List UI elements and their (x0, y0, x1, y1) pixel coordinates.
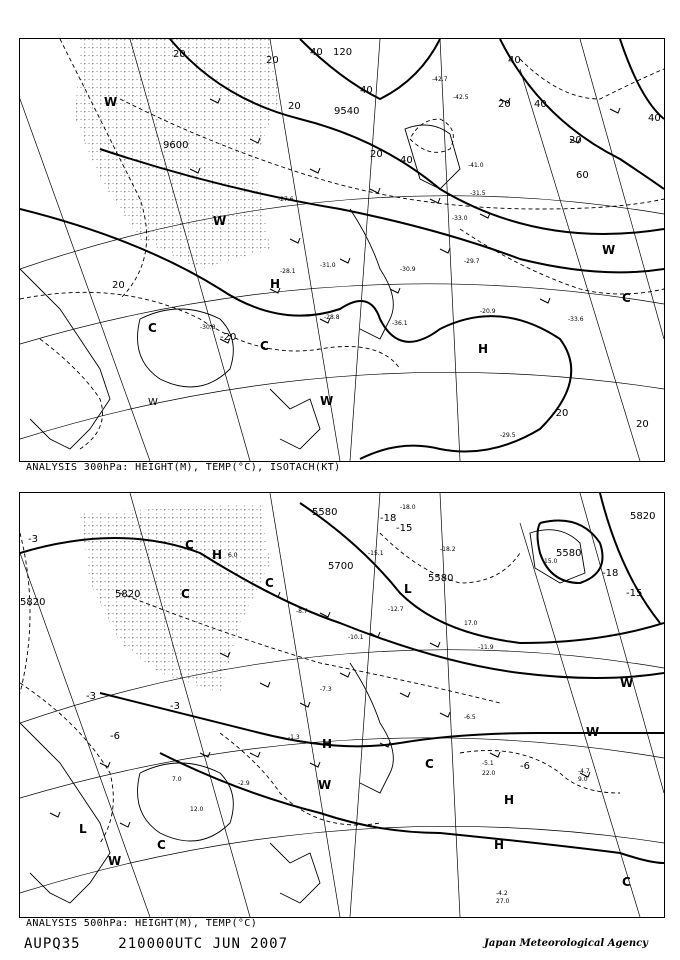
center-mark: W (108, 854, 122, 868)
temp-label: -3 (86, 691, 96, 702)
station-value: -4.7 (578, 768, 590, 775)
station-value: -2.9 (238, 780, 250, 787)
center-mark: H (322, 737, 333, 751)
height-label: 5700 (328, 561, 354, 572)
height-label: 40 (310, 47, 323, 58)
isotach-label: 20 (112, 280, 125, 291)
station-value: -42.5 (453, 94, 469, 101)
isotach-label: 40 (360, 85, 373, 96)
center-mark: W (213, 214, 227, 228)
height-label: 9540 (334, 106, 360, 117)
temp-label: -18 (380, 513, 397, 524)
station-value: -18.2 (440, 546, 456, 553)
station-value: -1.3 (288, 734, 300, 741)
center-mark: H (494, 838, 505, 852)
isotach-label: 40 (400, 155, 413, 166)
isotach-label: 40 (508, 55, 521, 66)
temp-label: -3 (28, 534, 38, 545)
temp-label: -20 (552, 408, 569, 419)
station-value: -31.5 (470, 190, 486, 197)
center-mark: H (504, 793, 515, 807)
temp-label: -6 (110, 731, 120, 742)
map-panel-300hpa (19, 38, 665, 462)
station-value: -8.7 (296, 608, 308, 615)
center-mark: C (148, 321, 157, 335)
hatched-region (80, 503, 270, 693)
center-mark: C (181, 587, 190, 601)
station-value: -5.1 (482, 760, 494, 767)
station-value: -29.5 (500, 432, 516, 439)
height-label: 5580 (428, 573, 454, 584)
temp-label: -6 (520, 761, 530, 772)
caption-500hpa: ANALYSIS 500hPa: HEIGHT(M), TEMP(°C) (26, 918, 258, 929)
station-value: -36.1 (392, 320, 408, 327)
temp-label: -20 (220, 332, 237, 343)
map-panel-500hpa (19, 492, 665, 918)
temp-label: -15 (626, 588, 643, 599)
center-mark: L (79, 822, 87, 836)
station-value: -4.2 (496, 890, 508, 897)
station-value: -7.3 (320, 686, 332, 693)
station-value: -33.0 (452, 215, 468, 222)
center-mark: C (260, 339, 269, 353)
station-value: -31.0 (320, 262, 336, 269)
station-value: -6.5 (464, 714, 476, 721)
isotach-label: 20 (266, 55, 279, 66)
center-mark: C (622, 291, 631, 305)
station-value: -11.9 (478, 644, 494, 651)
isotach-label: 20 (173, 49, 186, 60)
station-value: -28.8 (324, 314, 340, 321)
temp-label: -15 (396, 523, 413, 534)
isotach-label: 60 (576, 170, 589, 181)
center-mark: W (104, 95, 118, 109)
station-value: 15.0 (544, 558, 558, 565)
station-value: -12.7 (388, 606, 404, 613)
height-label: 5820 (20, 597, 46, 608)
agency-credit: Japan Meteorological Agency (484, 938, 648, 949)
center-mark: C (622, 875, 631, 889)
station-value: -42.7 (432, 76, 448, 83)
station-value: -28.1 (280, 268, 296, 275)
product-code: AUPQ35 (24, 936, 81, 952)
center-mark: C (265, 576, 274, 590)
chart-product-line (24, 936, 288, 952)
isotach-label: 40 (534, 99, 547, 110)
center-mark: C (425, 757, 434, 771)
center-mark: H (270, 277, 281, 291)
caption-300hpa: ANALYSIS 300hPa: HEIGHT(M), TEMP(°C), ISOTACH(KT) (26, 462, 341, 473)
isotach-label: 40 (648, 113, 661, 124)
station-value: 6.0 (228, 552, 238, 559)
isotach-label: 20 (569, 135, 582, 146)
isotach-label: 20 (288, 101, 301, 112)
center-mark: L (404, 582, 412, 596)
center-mark: W (320, 394, 334, 408)
temp-label: 20 (636, 419, 649, 430)
height-label: 5580 (312, 507, 338, 518)
station-value: -18.0 (400, 504, 416, 511)
center-mark: C (185, 538, 194, 552)
station-value: -30.8 (200, 324, 216, 331)
station-value: -41.0 (468, 162, 484, 169)
center-mark: W (148, 397, 158, 408)
station-value: 12.0 (190, 806, 204, 813)
isotach-label: 20 (370, 149, 383, 160)
station-value: -30.9 (400, 266, 416, 273)
station-value: 27.0 (496, 898, 510, 905)
station-value: -20.9 (480, 308, 496, 315)
center-mark: H (478, 342, 489, 356)
height-label: 5820 (630, 511, 656, 522)
station-value: -10.1 (348, 634, 364, 641)
station-value: 9.0 (578, 776, 588, 783)
isotach-label: 20 (498, 99, 511, 110)
center-mark: W (318, 778, 332, 792)
temp-label: -18 (602, 568, 619, 579)
station-value: 17.0 (464, 620, 478, 627)
map-300hpa-svg (20, 39, 664, 461)
height-label: 120 (333, 47, 353, 58)
center-mark: C (157, 838, 166, 852)
center-mark: W (602, 243, 616, 257)
station-value: 7.0 (172, 776, 182, 783)
station-value: -27.6 (278, 196, 294, 203)
station-value: -29.7 (464, 258, 480, 265)
height-label: 5580 (556, 548, 582, 559)
station-value: -33.6 (568, 316, 584, 323)
valid-datetime: 210000UTC JUN 2007 (118, 936, 289, 952)
center-mark: W (620, 676, 634, 690)
center-mark: W (586, 725, 600, 739)
height-label: 9600 (163, 140, 189, 151)
temp-label: -3 (170, 701, 180, 712)
center-mark: H (212, 548, 223, 562)
map-500hpa-svg (20, 493, 664, 917)
station-value: 22.0 (482, 770, 496, 777)
height-label: 5820 (115, 589, 141, 600)
station-value: -15.1 (368, 550, 384, 557)
